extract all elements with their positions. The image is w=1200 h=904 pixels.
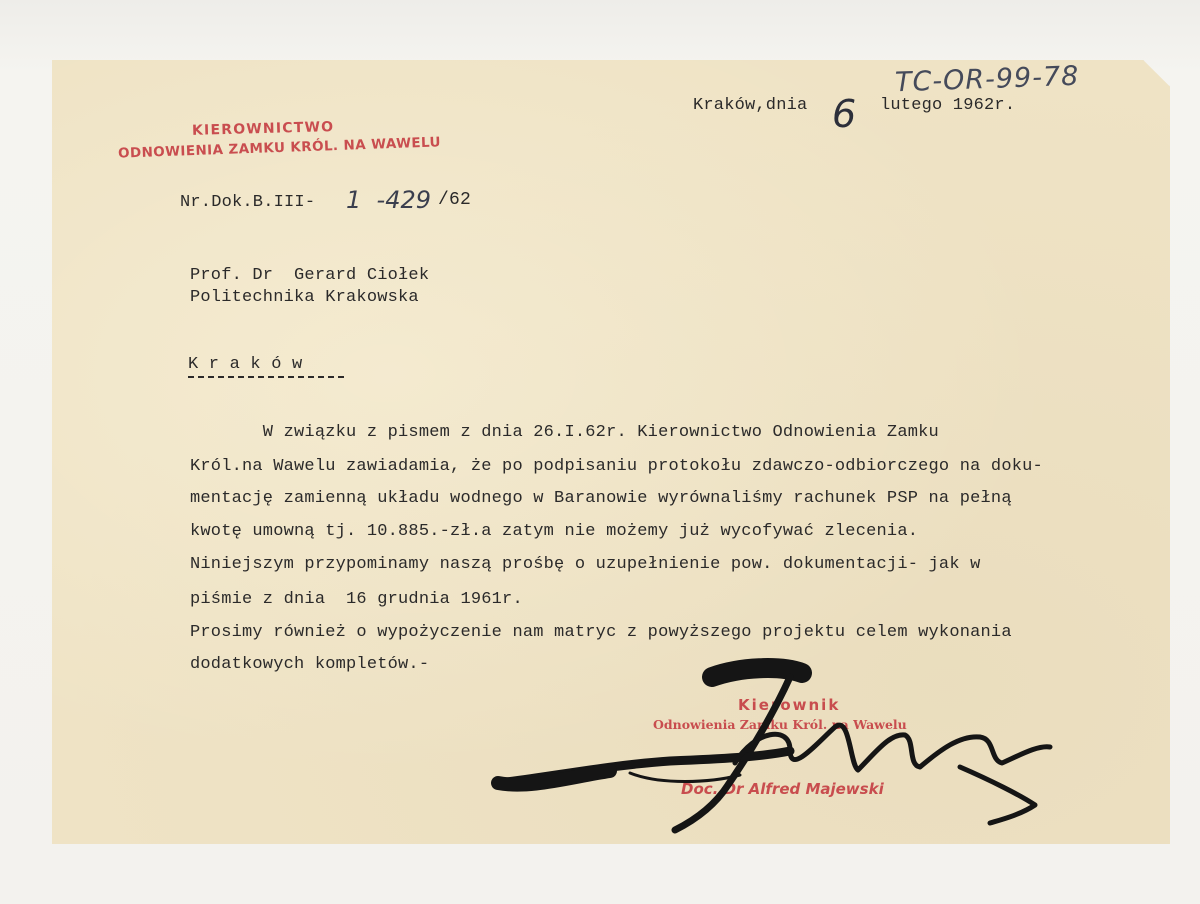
- body-line-3: mentację zamienną układu wodnego w Baranowie wyrównaliśmy rachunek PSP na pełną: [190, 489, 1012, 508]
- signature-stamp-name: Doc. Dr Alfred Majewski: [681, 780, 884, 798]
- letterhead-stamp-line1: KIEROWNICTWO: [191, 119, 335, 139]
- body-line-4: kwotę umowną tj. 10.885.-zł.a zatym nie możemy już wycofywać zlecenia.: [190, 522, 919, 541]
- signature-stamp-org: Odnowienia Zamku Król. na Wawelu: [653, 717, 907, 732]
- reference-handwritten: 1 -429: [346, 186, 431, 214]
- city-underline: [188, 376, 344, 378]
- body-line-1: W związku z pismem z dnia 26.I.62r. Kierownictwo Odnowienia Zamku: [190, 423, 939, 442]
- recipient-city: K r a k ó w: [188, 355, 303, 374]
- body-line-2: Król.na Wawelu zawiadamia, że po podpisaniu protokołu zdawczo-odbiorczego na doku-: [190, 457, 1043, 476]
- date-day-handwritten: 6: [832, 92, 857, 136]
- archive-code: TC-OR-99-78: [894, 60, 1080, 99]
- letterhead-stamp-line2: ODNOWIENIA ZAMKU KRÓL. NA WAWELU: [117, 134, 442, 162]
- body-line-7: Prosimy również o wypożyczenie nam matryc z powyższego projektu celem wykonania: [190, 623, 1012, 642]
- body-line-8: dodatkowych kompletów.-: [190, 655, 430, 674]
- date-prefix: Kraków,dnia: [693, 96, 808, 115]
- reference-prefix: Nr.Dok.B.III-: [180, 193, 316, 212]
- recipient-name: Prof. Dr Gerard Ciołek: [190, 266, 430, 285]
- reference-suffix: /62: [438, 190, 472, 210]
- body-line-5: Niniejszym przypominamy naszą prośbę o uzupełnienie pow. dokumentacji- jak w: [190, 555, 981, 574]
- recipient-institution: Politechnika Krakowska: [190, 288, 419, 307]
- handwritten-signature: [490, 655, 1070, 840]
- signature-stamp-title: Kierownik: [738, 696, 841, 714]
- date-suffix: lutego 1962r.: [880, 96, 1016, 115]
- body-line-6: piśmie z dnia 16 grudnia 1961r.: [190, 590, 523, 609]
